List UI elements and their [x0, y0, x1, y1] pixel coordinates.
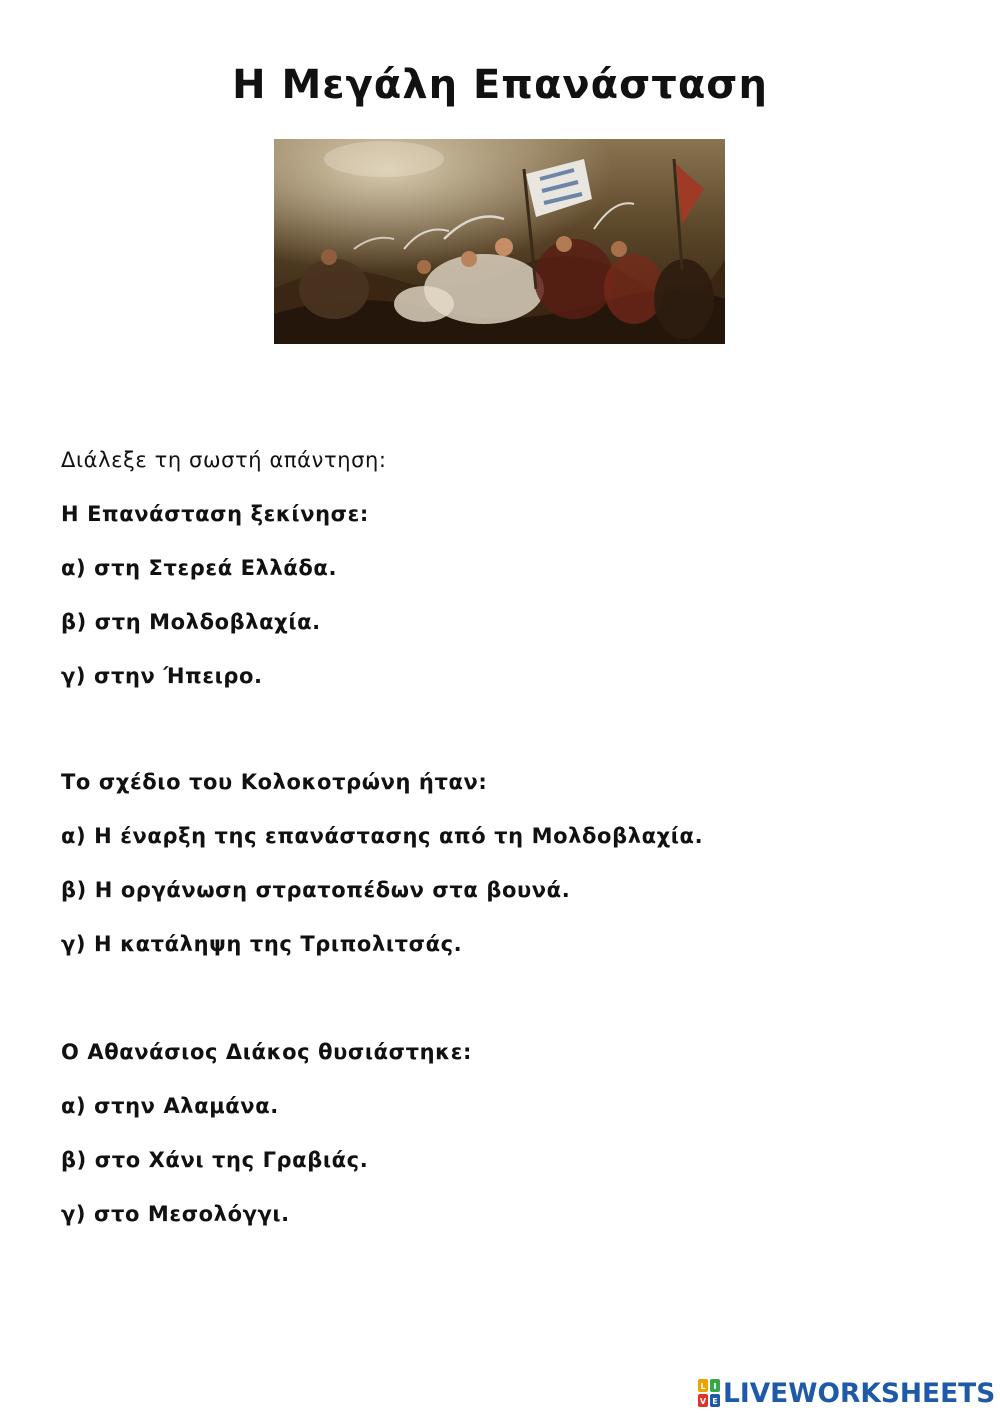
svg-text:L: L: [700, 1382, 706, 1391]
question-3-option-b[interactable]: β) στο Χάνι της Γραβιάς.: [61, 1148, 369, 1172]
question-2-prompt: Το σχέδιο του Κολοκοτρώνη ήταν:: [61, 770, 488, 794]
question-2-option-a[interactable]: α) Η έναρξη της επανάστασης από τη Μολδοβλαχία.: [61, 824, 704, 848]
revolution-painting: [274, 139, 725, 344]
liveworksheets-logo-icon: [698, 1379, 720, 1407]
question-2-option-c[interactable]: γ) Η κατάληψη της Τριπολιτσάς.: [61, 932, 463, 956]
svg-text:I: I: [713, 1382, 717, 1391]
svg-text:V: V: [699, 1397, 707, 1406]
liveworksheets-logo-text: LIVEWORKSHEETS: [723, 1377, 996, 1409]
question-3-option-a[interactable]: α) στην Αλαμάνα.: [61, 1094, 279, 1118]
question-1-option-a[interactable]: α) στη Στερεά Ελλάδα.: [61, 556, 338, 580]
svg-text:E: E: [712, 1397, 718, 1406]
question-3-prompt: Ο Αθανάσιος Διάκος θυσιάστηκε:: [61, 1040, 472, 1064]
question-2-option-b[interactable]: β) Η οργάνωση στρατοπέδων στα βουνά.: [61, 878, 571, 902]
instruction-text: Διάλεξε τη σωστή απάντηση:: [61, 448, 387, 472]
liveworksheets-logo: [698, 1377, 1000, 1409]
question-3-option-c[interactable]: γ) στο Μεσολόγγι.: [61, 1202, 290, 1226]
question-1-prompt: Η Επανάσταση ξεκίνησε:: [61, 502, 369, 526]
worksheet-title: Η Μεγάλη Επανάσταση: [232, 62, 768, 108]
question-1-option-b[interactable]: β) στη Μολδοβλαχία.: [61, 610, 321, 634]
question-1-option-c[interactable]: γ) στην Ήπειρο.: [61, 664, 263, 688]
